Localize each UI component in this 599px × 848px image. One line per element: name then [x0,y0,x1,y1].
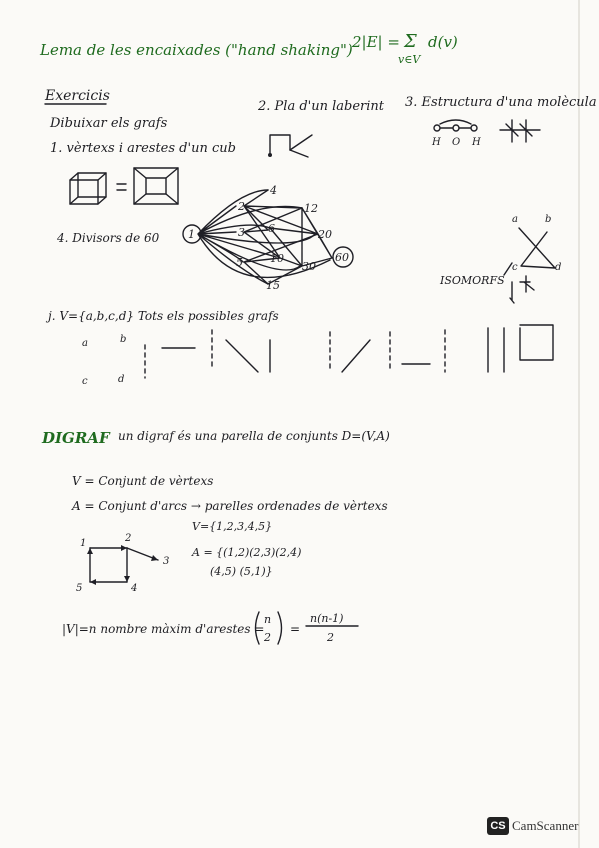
cube-planar-graph [134,168,178,204]
digraf-a-def: A = Conjunt d'arcs → parelles ordenades de vèrtexs [72,499,388,513]
digraph-node-1: 1 [80,538,87,549]
isomorph-label: ISOMORFS [440,274,505,287]
divisor-12: 12 [304,202,318,215]
divisor-2: 2 [238,200,245,213]
lemma-formula: 2|E| = [352,33,400,51]
digraf-title: DIGRAF [42,429,110,447]
j-node-a: a [82,338,88,349]
digraph-drawing [87,545,158,585]
iso-node-d: d [555,262,562,273]
iso-node-c: c [512,262,518,273]
labyrinth-graph [268,135,312,157]
digraph-node-4: 4 [131,583,138,594]
iso-node-a: a [512,214,518,225]
molecule-h2: H [472,137,481,148]
exercise-1-label: 1. vèrtexs i arestes d'un cub [50,141,236,156]
binom-bottom: 2 [264,631,271,644]
result-numerator: n(n-1) [310,612,344,625]
camscanner-logo: CS [487,817,509,835]
molecule-h1: H [432,137,441,148]
exercise-3-label: 3. Estructura d'una molècula [405,95,597,110]
exercises-heading: Exercicis [45,88,110,104]
digraph-node-3: 3 [163,556,170,567]
divisor-10: 10 [270,252,284,265]
exercise-4-label: 4. Divisors de 60 [57,231,160,245]
divisor-30: 30 [302,260,316,273]
j-node-b: b [120,334,127,345]
lemma-sum: Σ [404,31,417,52]
camscanner-text: CamScanner [512,818,579,833]
lemma-sum-sub: v∈V [398,53,421,66]
digraph-node-5: 5 [76,583,83,594]
molecule-graph [434,120,540,142]
divisor-20: 20 [318,228,332,241]
digraf-definition: un digraf és una parella de conjunts D=(V,A) [118,429,390,443]
divisor-60: 60 [335,251,349,264]
lemma-sum-term: d(v) [428,33,458,51]
digraf-v-set: V={1,2,3,4,5} [192,520,273,533]
exercise-j-label: j. V={a,b,c,d} Tots els possibles grafs [48,309,279,323]
cube-drawing [70,173,106,204]
iso-node-b: b [545,214,552,225]
j-node-d: d [118,374,125,385]
all-graphs-row [145,325,553,378]
divisor-15: 15 [266,279,280,292]
divisor-3: 3 [238,226,245,239]
exercise-2-label: 2. Pla d'un laberint [258,99,384,114]
divisor-4: 4 [270,184,277,197]
digraf-a-set-2: (4,5) (5,1)} [210,565,273,578]
j-node-c: c [82,376,88,387]
binom-top: n [264,613,272,626]
lemma-title: Lema de les encaixades ("hand shaking") [40,41,353,59]
max-edges-text: |V|=n nombre màxim d'arestes = [62,622,265,636]
digraf-v-def: V = Conjunt de vèrtexs [72,474,214,488]
result-denominator: 2 [327,631,334,644]
equals-2: = [290,622,301,636]
divisor-1: 1 [188,228,195,241]
molecule-o: O [452,137,461,148]
digraf-a-set-1: A = {(1,2)(2,3)(2,4) [192,546,302,559]
divisor-5: 5 [236,256,243,269]
exercises-intro: Dibuixar els grafs [50,116,168,131]
digraph-node-2: 2 [125,533,132,544]
divisor-6: 6 [268,222,275,235]
